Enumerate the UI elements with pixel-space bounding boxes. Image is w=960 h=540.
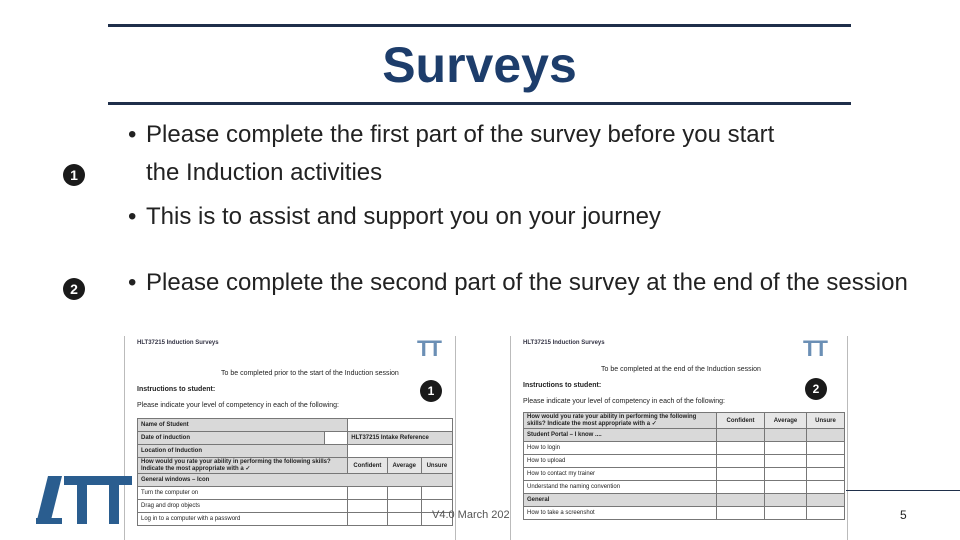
slide-title: Surveys bbox=[382, 37, 577, 93]
survey-subtitle: To be completed at the end of the Induction session bbox=[601, 366, 761, 373]
footer-rule bbox=[846, 490, 960, 491]
instructions-text: Please indicate your level of competency in each of the following: bbox=[137, 402, 339, 409]
bullet-first-part bbox=[128, 116, 828, 192]
survey-table-after bbox=[523, 412, 845, 520]
row-date: Date of induction bbox=[138, 432, 325, 445]
survey-header: HLT37215 Induction Surveys bbox=[523, 340, 605, 346]
title-bottom-rule bbox=[108, 102, 851, 105]
row-location: Location of Induction bbox=[138, 445, 348, 458]
bullet-dot: • bbox=[128, 121, 137, 148]
table-row: How to contact my trainer bbox=[524, 468, 717, 481]
bullet-dot: • bbox=[128, 203, 137, 230]
table-row: General bbox=[524, 494, 717, 507]
bullet-text: Please complete the first part of the survey before you start the Induction activities bbox=[146, 121, 775, 186]
col-confident: Confident bbox=[717, 413, 765, 429]
survey-header: HLT37215 Induction Surveys bbox=[137, 340, 219, 346]
survey-badge-1: 1 bbox=[420, 380, 442, 402]
survey-image-after bbox=[510, 336, 848, 540]
table-row: Understand the naming convention bbox=[524, 481, 717, 494]
col-unsure: Unsure bbox=[806, 413, 844, 429]
col-average: Average bbox=[387, 458, 421, 474]
table-row: How to login bbox=[524, 442, 717, 455]
col-unsure: Unsure bbox=[421, 458, 452, 474]
survey-image-before bbox=[124, 336, 456, 540]
row-section: Student Portal – I know .... bbox=[524, 429, 717, 442]
bullet-text: This is to assist and support you on your journey bbox=[146, 203, 661, 230]
instructions-label: Instructions to student: bbox=[523, 382, 602, 389]
step-2-marker: 2 bbox=[63, 278, 85, 300]
bullet-assist bbox=[128, 198, 828, 236]
title-top-rule bbox=[108, 24, 851, 27]
company-logo bbox=[34, 472, 134, 528]
survey-table-before bbox=[137, 418, 453, 526]
page-number: 5 bbox=[900, 508, 907, 522]
survey-subtitle: To be completed prior to the start of the Induction session bbox=[221, 370, 399, 377]
row-question: How would you rate your ability in performing the following skills? Indicate the most appropriate with a ✓ bbox=[138, 458, 348, 474]
survey-logo: TT bbox=[803, 336, 826, 361]
col-confident: Confident bbox=[348, 458, 387, 474]
bullet-second-part bbox=[128, 264, 928, 302]
row-intake-ref: HLT37215 Intake Reference bbox=[348, 432, 453, 445]
col-average: Average bbox=[765, 413, 807, 429]
table-row: Log in to a computer with a password bbox=[138, 513, 348, 526]
logo-t1-stem bbox=[77, 476, 87, 524]
logo-base bbox=[36, 518, 62, 524]
table-row: Turn the computer on bbox=[138, 487, 348, 500]
table-row: How to upload bbox=[524, 455, 717, 468]
table-row: Drag and drop objects bbox=[138, 500, 348, 513]
logo-slash bbox=[36, 476, 62, 524]
instructions-text: Please indicate your level of competency in each of the following: bbox=[523, 398, 725, 405]
instructions-label: Instructions to student: bbox=[137, 386, 216, 393]
row-name-of-student: Name of Student bbox=[138, 419, 348, 432]
table-row: How to take a screenshot bbox=[524, 507, 717, 520]
survey-logo: TT bbox=[417, 336, 440, 361]
row-question: How would you rate your ability in performing the following skills? Indicate the most appropriate with a ✓ bbox=[524, 413, 717, 429]
survey-badge-2: 2 bbox=[805, 378, 827, 400]
row-section: General windows – Icon bbox=[138, 474, 453, 487]
step-1-marker: 1 bbox=[63, 164, 85, 186]
bullet-dot: • bbox=[128, 269, 137, 296]
bullet-text: Please complete the second part of the survey at the end of the session bbox=[146, 269, 908, 296]
footer-version: V4.0 March 202 bbox=[432, 509, 510, 521]
logo-t2-stem bbox=[109, 476, 119, 524]
